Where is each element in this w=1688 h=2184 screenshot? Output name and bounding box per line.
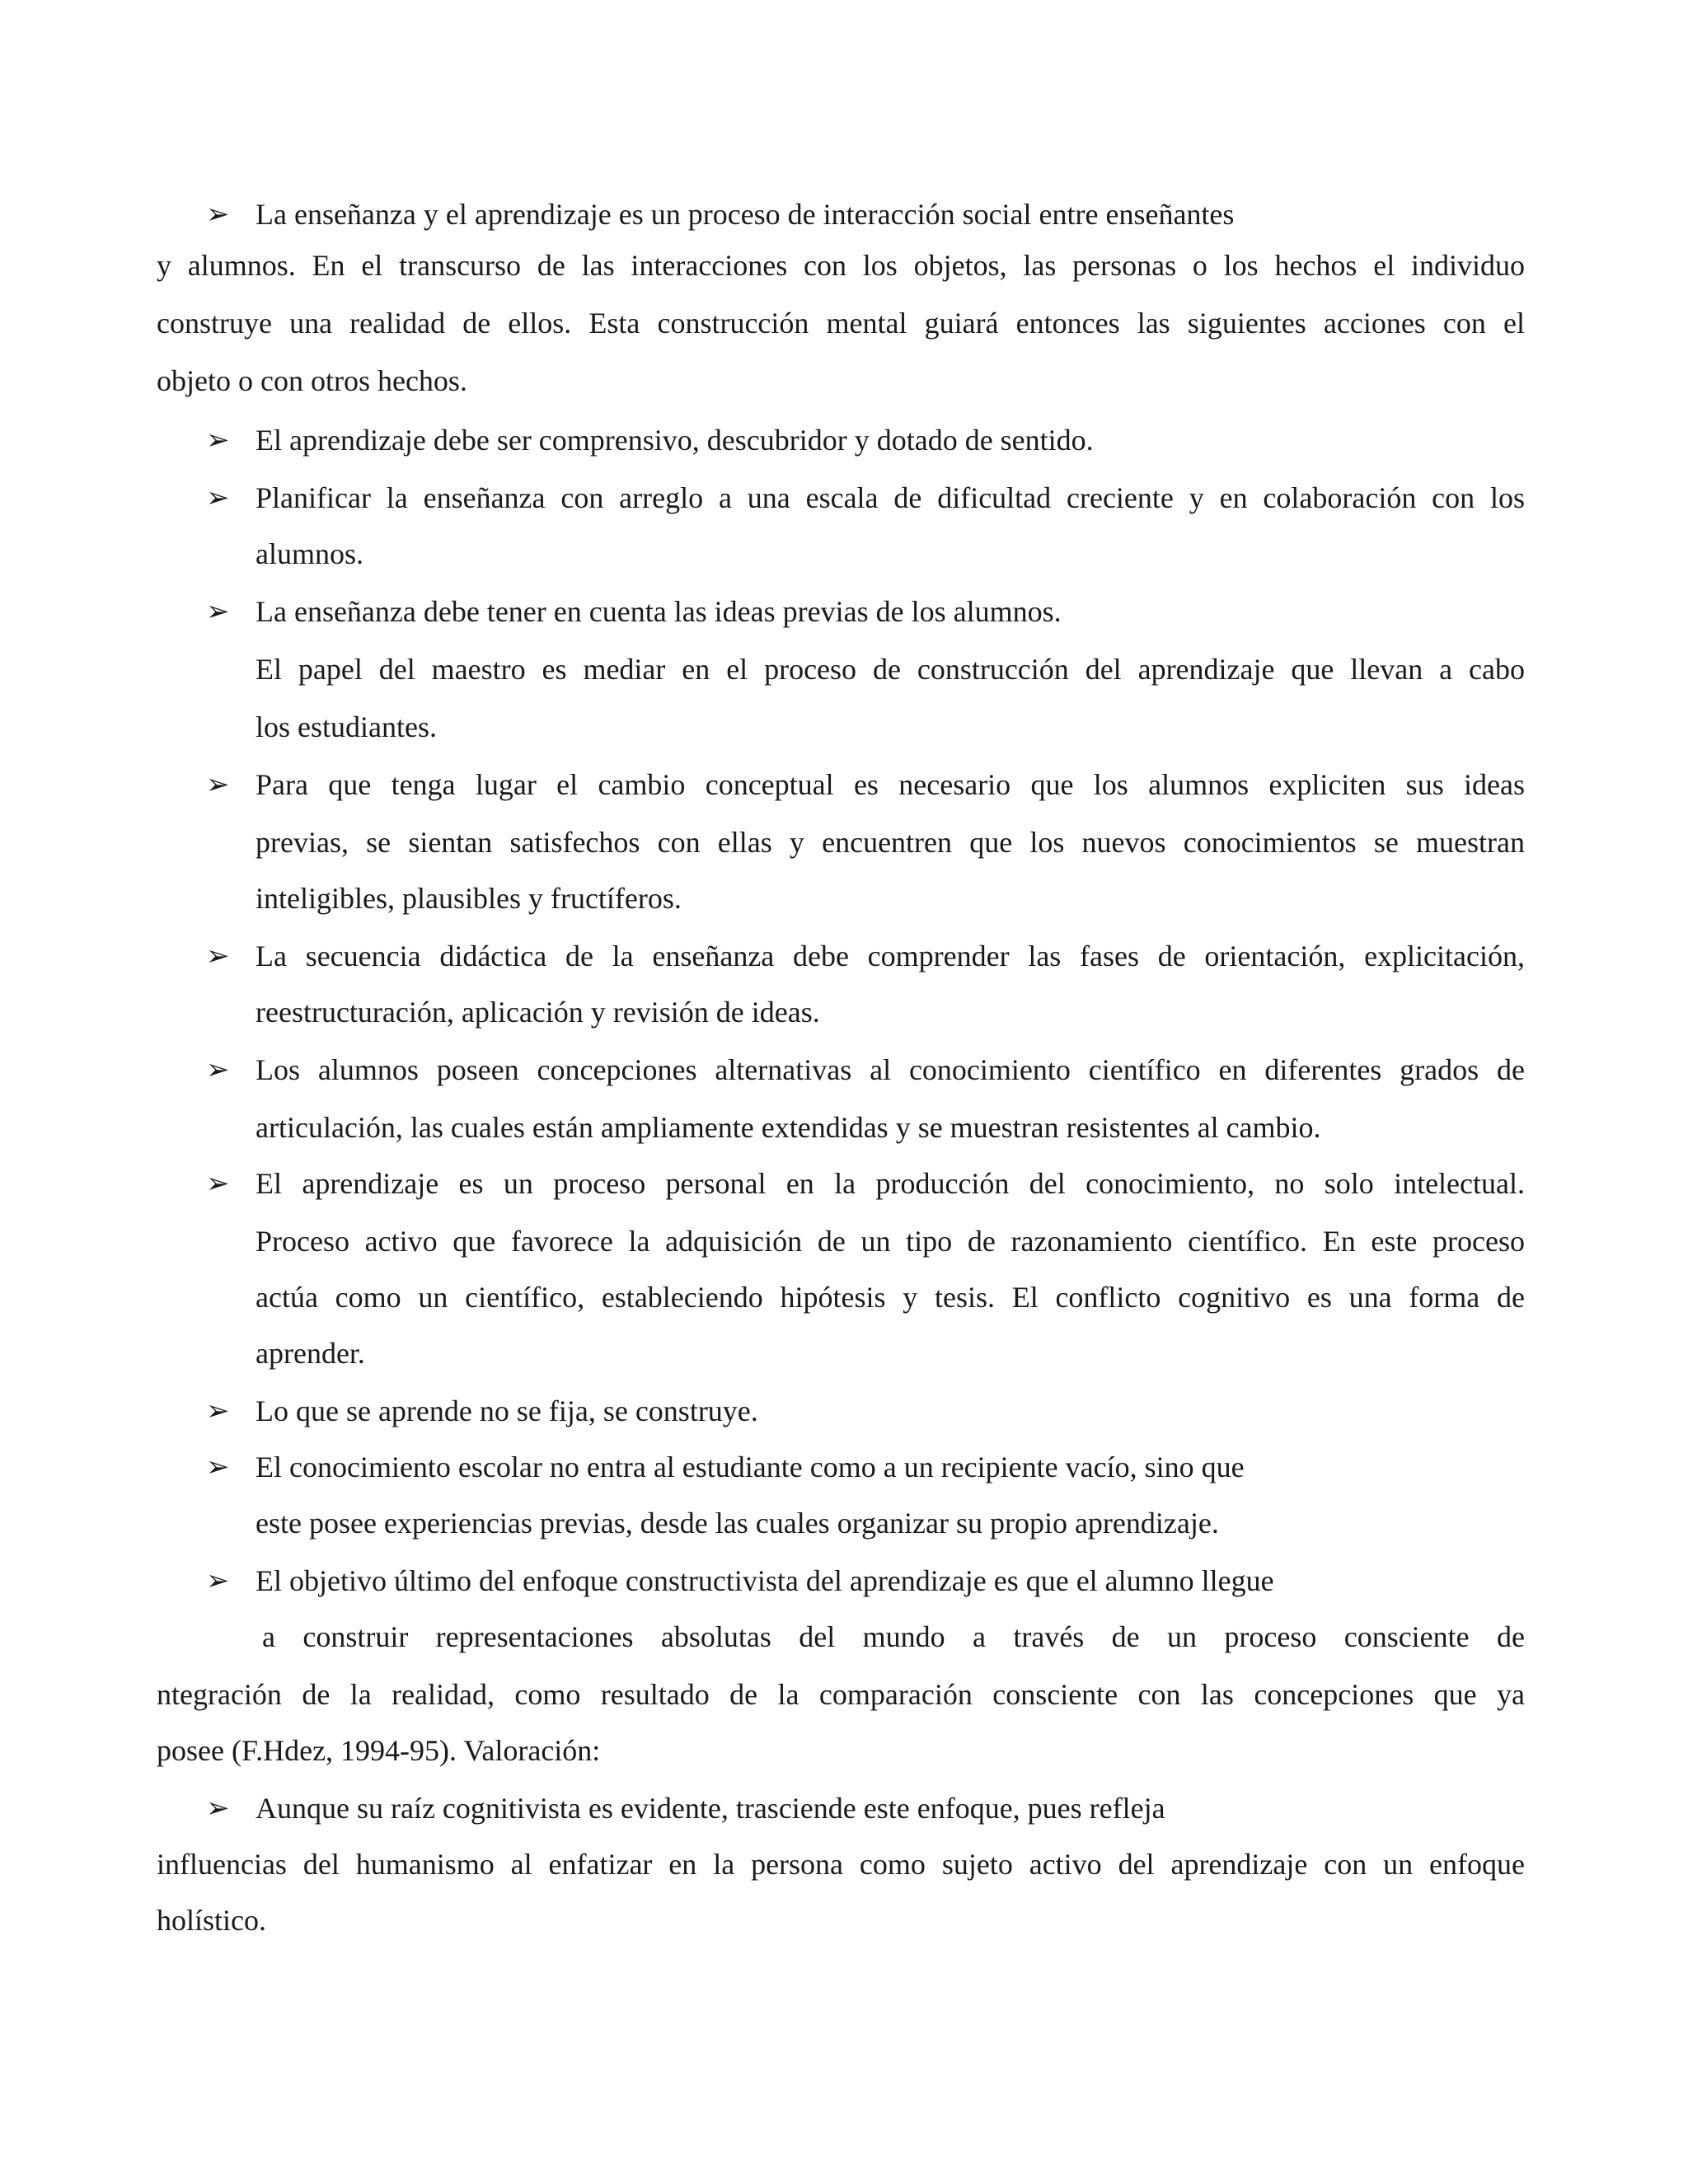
paragraph-line: reestructuración, aplicación y revisión de ideas. (256, 996, 820, 1029)
paragraph-line: actúa como un científico, estableciendo hipótesis y tesis. El conflicto cognitivo es una forma de (256, 1281, 1525, 1314)
paragraph-line: articulación, las cuales están ampliamente extendidas y se muestran resistentes al cambio. (256, 1111, 1321, 1144)
arrow-bullet-icon: ➢ (206, 1792, 230, 1825)
arrow-bullet-icon: ➢ (206, 1564, 230, 1597)
paragraph-line: El aprendizaje debe ser comprensivo, descubridor y dotado de sentido. (256, 424, 1094, 457)
paragraph-line: influencias del humanismo al enfatizar en la persona como sujeto activo del aprendizaje con un enfoque (157, 1848, 1525, 1881)
paragraph-line: Aunque su raíz cognitivista es evidente, trasciende este enfoque, pues refleja (256, 1792, 1165, 1825)
paragraph-line: posee (F.Hdez, 1994-95). Valoración: (157, 1734, 601, 1767)
arrow-bullet-icon: ➢ (206, 940, 230, 972)
arrow-bullet-icon: ➢ (206, 198, 230, 231)
arrow-bullet-icon: ➢ (206, 1053, 230, 1086)
arrow-bullet-icon: ➢ (206, 1451, 230, 1483)
paragraph-line: alumnos. (256, 537, 363, 570)
paragraph-line: La enseñanza y el aprendizaje es un proceso de interacción social entre enseñantes (256, 198, 1235, 231)
paragraph-line: El objetivo último del enfoque constructivista del aprendizaje es que el alumno llegue (256, 1564, 1274, 1597)
paragraph-line: construye una realidad de ellos. Esta construcción mental guiará entonces las siguientes acciones con el (157, 307, 1525, 340)
arrow-bullet-icon: ➢ (206, 1394, 230, 1427)
arrow-bullet-icon: ➢ (206, 768, 230, 801)
paragraph-line: este posee experiencias previas, desde las cuales organizar su propio aprendizaje. (256, 1507, 1219, 1540)
paragraph-line: Para que tenga lugar el cambio conceptual es necesario que los alumnos expliciten sus ideas (256, 768, 1525, 801)
paragraph-line: previas, se sientan satisfechos con ellas y encuentren que los nuevos conocimientos se muestran (256, 826, 1525, 859)
paragraph-line: holístico. (157, 1904, 266, 1937)
paragraph-line: El conocimiento escolar no entra al estudiante como a un recipiente vacío, sino que (256, 1451, 1245, 1483)
paragraph-line: La enseñanza debe tener en cuenta las ideas previas de los alumnos. (256, 595, 1062, 628)
paragraph-line: El aprendizaje es un proceso personal en la producción del conocimiento, no solo intelectual. (256, 1167, 1525, 1200)
paragraph-line: objeto o con otros hechos. (157, 364, 467, 397)
paragraph-line: La secuencia didáctica de la enseñanza debe comprender las fases de orientación, explicitación, (256, 940, 1525, 972)
paragraph-line: aprender. (256, 1337, 365, 1370)
paragraph-line: y alumnos. En el transcurso de las interacciones con los objetos, las personas o los hechos el individuo (157, 249, 1525, 282)
arrow-bullet-icon: ➢ (206, 595, 230, 628)
paragraph-line: los estudiantes. (256, 710, 437, 743)
paragraph-line: El papel del maestro es mediar en el proceso de construcción del aprendizaje que llevan a cabo (256, 653, 1525, 686)
paragraph-line: inteligibles, plausibles y fructíferos. (256, 882, 682, 915)
arrow-bullet-icon: ➢ (206, 424, 230, 457)
paragraph-line: Lo que se aprende no se fija, se construye. (256, 1394, 758, 1427)
paragraph-line: Los alumnos poseen concepciones alternativas al conocimiento científico en diferentes grados de (256, 1053, 1525, 1086)
paragraph-line: ntegración de la realidad, como resultado de la comparación consciente con las concepciones que ya (157, 1678, 1525, 1711)
arrow-bullet-icon: ➢ (206, 1167, 230, 1200)
paragraph-line: Planificar la enseñanza con arreglo a una escala de dificultad creciente y en colaboración con los (256, 481, 1525, 514)
arrow-bullet-icon: ➢ (206, 481, 230, 514)
paragraph-line: Proceso activo que favorece la adquisición de un tipo de razonamiento científico. En este proceso (256, 1225, 1525, 1258)
paragraph-line: a construir representaciones absolutas del mundo a través de un proceso consciente de (262, 1620, 1525, 1653)
